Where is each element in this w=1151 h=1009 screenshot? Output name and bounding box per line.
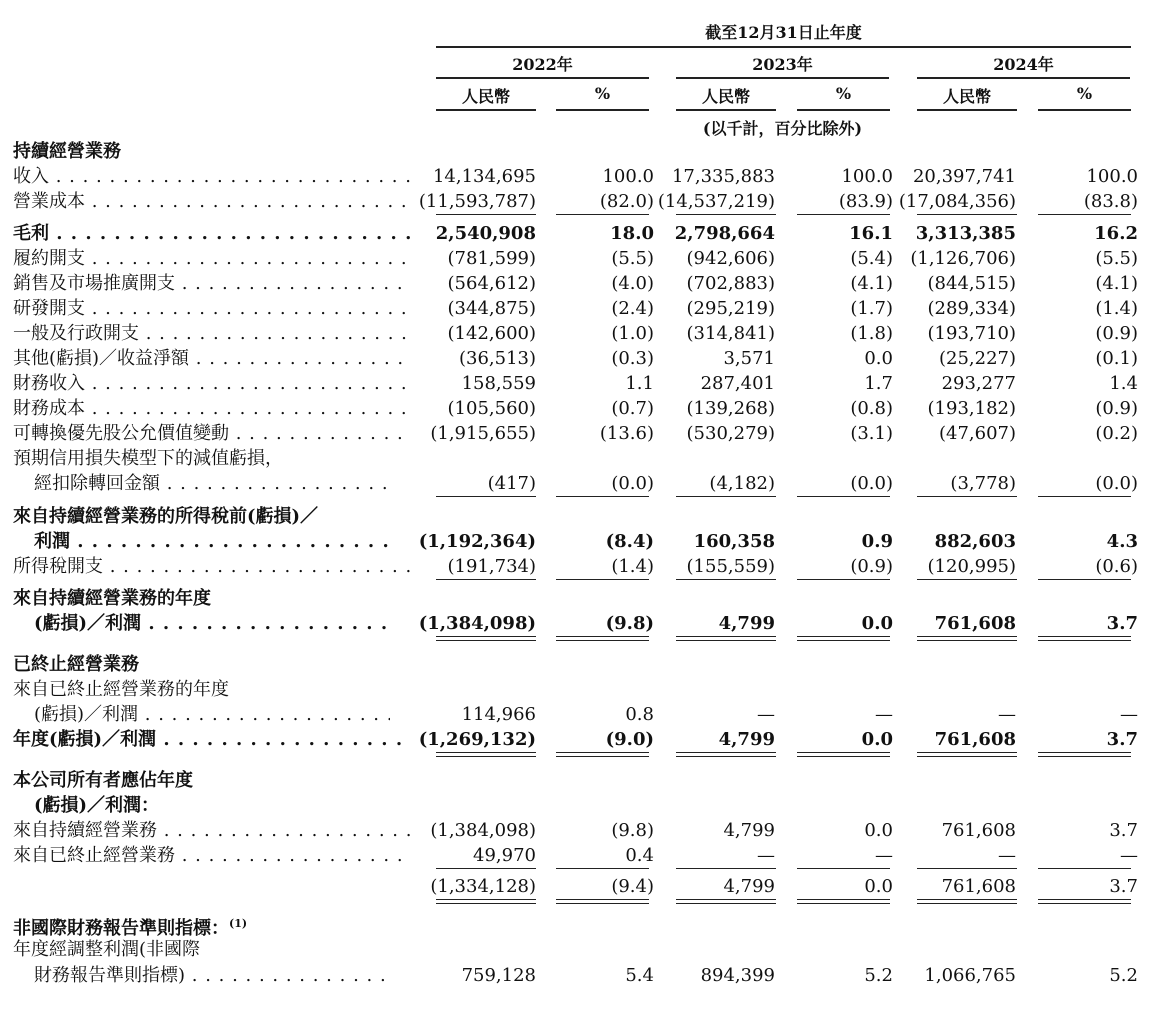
total-rule: [917, 903, 1017, 904]
col-rule: [797, 109, 890, 111]
cell-value: —: [875, 704, 893, 725]
cell-value: (1,126,706): [910, 248, 1016, 269]
cell-value: 49,970: [473, 845, 536, 866]
total-rule: [1038, 579, 1131, 580]
total-rule: [917, 496, 1017, 497]
cell-value: (0.2): [1095, 423, 1138, 444]
cell-value: (417): [487, 473, 536, 494]
total-rule: [917, 756, 1017, 757]
cell-value: (1,915,655): [430, 423, 536, 444]
cell-value: (9.0): [605, 729, 654, 750]
total-rule: [1038, 752, 1131, 753]
cell-value: 2,798,664: [674, 223, 775, 244]
row-label-text: 一般及行政開支: [13, 323, 139, 344]
total-rule: [917, 214, 1017, 215]
table-row: [0, 221, 1151, 246]
cell-value: (193,182): [927, 398, 1016, 419]
total-rule: [797, 903, 890, 904]
cell-value: —: [757, 845, 775, 866]
cell-value: 1.7: [864, 373, 893, 394]
row-label: [13, 504, 413, 529]
cell-value: (13.6): [599, 423, 654, 444]
total-rule: [917, 752, 1017, 753]
cell-value: (82.0): [599, 191, 654, 212]
table-row: [0, 652, 1151, 677]
cell-value: (3,778): [950, 473, 1016, 494]
cell-value: (2.4): [611, 298, 654, 319]
total-rule: [556, 496, 649, 497]
cell-value: (530,279): [686, 423, 775, 444]
total-rule: [1038, 756, 1131, 757]
col-rmb-2024: 人民幣: [942, 87, 991, 106]
total-rule: [1038, 868, 1131, 869]
table-row: [0, 911, 1151, 939]
cell-value: (120,995): [927, 556, 1016, 577]
cell-value: —: [1120, 845, 1138, 866]
row-label-text: 所得稅開支: [13, 556, 103, 577]
cell-value: 4,799: [723, 876, 775, 897]
row-label: [13, 446, 413, 471]
table-row: [0, 874, 1151, 899]
col-rule: [676, 109, 776, 111]
cell-value: (4.1): [850, 273, 893, 294]
cell-value: 759,128: [461, 965, 536, 986]
row-label-text: 可轉換優先股公允價值變動: [13, 423, 229, 444]
row-label: [34, 793, 413, 818]
col-pct-2024: %: [1076, 84, 1093, 103]
row-label: [13, 652, 413, 677]
cell-value: (0.9): [850, 556, 893, 577]
row-label-text: 收入: [13, 166, 49, 187]
total-rule: [556, 899, 649, 900]
year-2022: 2022年: [512, 55, 573, 74]
cell-value: 0.0: [861, 613, 893, 634]
total-rule: [436, 579, 536, 580]
row-label-text: 其他(虧損)／收益淨額: [13, 348, 190, 369]
cell-value: (0.9): [1095, 323, 1138, 344]
table-row: [0, 421, 1151, 446]
cell-value: (193,710): [927, 323, 1016, 344]
cell-value: 882,603: [934, 531, 1016, 552]
cell-value: —: [998, 704, 1016, 725]
row-label-text: 銷售及市場推廣開支: [13, 273, 175, 294]
cell-value: (9.8): [611, 820, 654, 841]
total-rule: [436, 899, 536, 900]
col-rule: [917, 109, 1017, 111]
row-label: [13, 586, 413, 611]
col-rmb-2022: 人民幣: [461, 87, 510, 106]
cell-value: (0.3): [611, 348, 654, 369]
total-rule: [436, 868, 536, 869]
cell-value: (1,192,364): [418, 531, 536, 552]
table-row: [0, 586, 1151, 611]
total-rule: [917, 579, 1017, 580]
cell-value: (25,227): [938, 348, 1016, 369]
total-rule: [676, 899, 776, 900]
col-rmb-2023: 人民幣: [701, 87, 750, 106]
cell-value: (1.4): [1095, 298, 1138, 319]
table-row: [0, 504, 1151, 529]
table-row: [0, 818, 1151, 843]
cell-value: (4,182): [709, 473, 775, 494]
cell-value: (1,384,098): [418, 613, 536, 634]
cell-value: —: [998, 845, 1016, 866]
cell-value: 4,799: [723, 820, 775, 841]
row-label-text: 來自已終止經營業務的年度: [13, 679, 229, 700]
cell-value: 0.9: [861, 531, 893, 552]
table-row: [0, 246, 1151, 271]
cell-value: (1.8): [850, 323, 893, 344]
table-row: [0, 271, 1151, 296]
cell-value: 3,313,385: [915, 223, 1016, 244]
row-label-text: 來自持續經營業務的年度: [13, 588, 211, 609]
cell-value: —: [1120, 704, 1138, 725]
cell-value: (142,600): [447, 323, 536, 344]
cell-value: 17,335,883: [671, 166, 775, 187]
table-row: [0, 139, 1151, 164]
cell-value: (781,599): [447, 248, 536, 269]
row-label: [13, 818, 411, 843]
cell-value: (9.8): [605, 613, 654, 634]
cell-value: (4.0): [611, 273, 654, 294]
row-label-text: (虧損)／利潤：: [34, 795, 160, 816]
row-label: [13, 189, 411, 214]
col-pct-2023: %: [835, 84, 852, 103]
cell-value: 761,608: [934, 729, 1016, 750]
cell-value: (0.0): [1095, 473, 1138, 494]
col-rule: [436, 109, 536, 111]
cell-value: 16.1: [849, 223, 893, 244]
cell-value: 16.2: [1094, 223, 1138, 244]
total-rule: [1038, 903, 1131, 904]
table-row: [0, 702, 1151, 727]
cell-value: (17,084,356): [898, 191, 1016, 212]
row-label-text: 來自持續經營業務的所得稅前(虧損)／: [13, 506, 319, 527]
row-label: [13, 321, 411, 346]
total-rule: [676, 640, 776, 641]
cell-value: (344,875): [447, 298, 536, 319]
cell-value: (14,537,219): [657, 191, 775, 212]
table-row: [0, 768, 1151, 793]
year-rule-2023: [676, 77, 889, 79]
row-label: [13, 164, 411, 189]
row-label-text: 研發開支: [13, 298, 85, 319]
year-2023: 2023年: [752, 55, 813, 74]
table-row: [0, 529, 1151, 554]
row-label: [34, 471, 390, 496]
cell-value: —: [757, 704, 775, 725]
cell-value: 20,397,741: [912, 166, 1016, 187]
table-row: [0, 843, 1151, 868]
table-row: [0, 164, 1151, 189]
total-rule: [436, 752, 536, 753]
cell-value: (942,606): [686, 248, 775, 269]
cell-value: (83.8): [1083, 191, 1138, 212]
row-label: [34, 529, 390, 554]
total-rule: [917, 868, 1017, 869]
cell-value: 5.4: [625, 965, 654, 986]
cell-value: (47,607): [938, 423, 1016, 444]
row-label-text: 本公司所有者應佔年度: [13, 770, 193, 791]
total-rule: [797, 214, 890, 215]
total-rule: [676, 752, 776, 753]
cell-value: 5.2: [864, 965, 893, 986]
total-rule: [1038, 640, 1131, 641]
cell-value: 4,799: [718, 613, 775, 634]
table-row: [0, 371, 1151, 396]
cell-value: 287,401: [700, 373, 775, 394]
row-label-text: 財務報告準則指標): [34, 965, 186, 986]
cell-value: (4.1): [1095, 273, 1138, 294]
cell-value: 100.0: [1086, 166, 1138, 187]
table-row: [0, 296, 1151, 321]
cell-value: 14,134,695: [432, 166, 536, 187]
row-label: [13, 139, 413, 164]
row-label-text: (虧損)／利潤: [34, 613, 142, 634]
row-label: [13, 396, 411, 421]
cell-value: —: [875, 845, 893, 866]
cell-value: (0.6): [1095, 556, 1138, 577]
col-rule: [1038, 109, 1131, 111]
cell-value: 4,799: [718, 729, 775, 750]
cell-value: (155,559): [686, 556, 775, 577]
cell-value: (0.0): [611, 473, 654, 494]
cell-value: (1,269,132): [418, 729, 536, 750]
cell-value: 3.7: [1106, 613, 1138, 634]
cell-value: (5.4): [850, 248, 893, 269]
cell-value: (11,593,787): [418, 191, 536, 212]
cell-value: (5.5): [1095, 248, 1138, 269]
cell-value: (289,334): [927, 298, 1016, 319]
cell-value: (0.7): [611, 398, 654, 419]
row-label: [13, 421, 411, 446]
row-label-text: 來自已終止經營業務: [13, 845, 175, 866]
table-row: [0, 937, 1151, 962]
cell-value: (8.4): [605, 531, 654, 552]
total-rule: [556, 214, 649, 215]
cell-value: (702,883): [686, 273, 775, 294]
cell-value: 0.0: [861, 729, 893, 750]
table-row: [0, 396, 1151, 421]
total-rule: [556, 640, 649, 641]
units-note: (以千計，百分比除外): [702, 119, 863, 138]
total-rule: [797, 636, 890, 637]
total-rule: [436, 214, 536, 215]
row-label: [13, 843, 411, 868]
cell-value: 4.3: [1106, 531, 1138, 552]
row-label-text: 經扣除轉回金額: [34, 473, 160, 494]
total-rule: [676, 636, 776, 637]
cell-value: 5.2: [1109, 965, 1138, 986]
row-label: [34, 611, 390, 636]
total-rule: [1038, 214, 1131, 215]
total-rule: [676, 868, 776, 869]
table-row: [0, 321, 1151, 346]
total-rule: [676, 579, 776, 580]
cell-value: 3.7: [1109, 820, 1138, 841]
cell-value: 761,608: [941, 820, 1016, 841]
header-rule: [436, 46, 1131, 48]
total-rule: [436, 903, 536, 904]
row-label: [13, 554, 411, 579]
total-rule: [556, 868, 649, 869]
cell-value: (844,515): [927, 273, 1016, 294]
row-label: [34, 702, 390, 727]
row-label-text: 預期信用損失模型下的減值虧損，: [13, 448, 283, 469]
cell-value: (1.4): [611, 556, 654, 577]
cell-value: 100.0: [602, 166, 654, 187]
year-rule-2024: [917, 77, 1130, 79]
total-rule: [676, 214, 776, 215]
table-row: [0, 793, 1151, 818]
table-row: [0, 677, 1151, 702]
total-rule: [436, 636, 536, 637]
cell-value: (139,268): [686, 398, 775, 419]
cell-value: (295,219): [686, 298, 775, 319]
table-row: [0, 346, 1151, 371]
row-label-text: 財務收入: [13, 373, 85, 394]
total-rule: [917, 899, 1017, 900]
cell-value: (36,513): [458, 348, 536, 369]
cell-value: 0.0: [864, 820, 893, 841]
row-label-text: 履約開支: [13, 248, 85, 269]
row-label: [13, 937, 413, 962]
row-label-text: (虧損)／利潤: [34, 704, 139, 725]
table-row: [0, 471, 1151, 496]
cell-value: (191,734): [447, 556, 536, 577]
cell-value: 3.7: [1106, 729, 1138, 750]
row-label-text: 營業成本: [13, 191, 85, 212]
cell-value: 2,540,908: [435, 223, 536, 244]
cell-value: 1.1: [625, 373, 654, 394]
cell-value: 761,608: [941, 876, 1016, 897]
total-rule: [556, 752, 649, 753]
total-rule: [797, 752, 890, 753]
cell-value: (105,560): [447, 398, 536, 419]
cell-value: (5.5): [611, 248, 654, 269]
total-rule: [1038, 496, 1131, 497]
total-rule: [556, 579, 649, 580]
total-rule: [556, 636, 649, 637]
total-rule: [1038, 636, 1131, 637]
cell-value: 761,608: [934, 613, 1016, 634]
cell-value: (1,334,128): [430, 876, 536, 897]
row-label-text: 年度(虧損)／利潤: [13, 729, 157, 750]
cell-value: 114,966: [461, 704, 536, 725]
total-rule: [676, 903, 776, 904]
row-label: [13, 271, 411, 296]
year-2024: 2024年: [993, 55, 1054, 74]
row-label-text: 已終止經營業務: [13, 654, 139, 675]
table-row: [0, 611, 1151, 636]
year-rule-2022: [436, 77, 649, 79]
cell-value: 0.0: [864, 348, 893, 369]
cell-value: 3.7: [1109, 876, 1138, 897]
cell-value: (314,841): [686, 323, 775, 344]
row-label: [13, 727, 411, 752]
total-rule: [436, 756, 536, 757]
cell-value: (9.4): [611, 876, 654, 897]
total-rule: [676, 756, 776, 757]
total-rule: [556, 756, 649, 757]
total-rule: [917, 636, 1017, 637]
cell-value: (0.8): [850, 398, 893, 419]
row-label: [13, 371, 411, 396]
row-label-text: 年度經調整利潤(非國際: [13, 939, 201, 960]
table-row: [0, 963, 1151, 988]
cell-value: 0.0: [864, 876, 893, 897]
row-label: [13, 677, 413, 702]
row-label-text: 來自持續經營業務: [13, 820, 157, 841]
row-label: [13, 346, 411, 371]
row-label-text: 利潤: [34, 531, 70, 552]
total-rule: [797, 756, 890, 757]
col-rule: [556, 109, 649, 111]
cell-value: (1.0): [611, 323, 654, 344]
total-rule: [436, 496, 536, 497]
total-rule: [556, 903, 649, 904]
cell-value: 3,571: [723, 348, 775, 369]
total-rule: [797, 579, 890, 580]
table-row: [0, 446, 1151, 471]
cell-value: 18.0: [610, 223, 654, 244]
cell-value: 1.4: [1109, 373, 1138, 394]
cell-value: 0.4: [625, 845, 654, 866]
row-label: [34, 963, 390, 988]
row-label: [13, 768, 413, 793]
col-pct-2022: %: [594, 84, 611, 103]
cell-value: 1,066,765: [924, 965, 1016, 986]
cell-value: 894,399: [700, 965, 775, 986]
row-label-text: 毛利: [13, 223, 49, 244]
total-rule: [797, 899, 890, 900]
row-label: [13, 296, 411, 321]
cell-value: (0.9): [1095, 398, 1138, 419]
row-label: [13, 221, 411, 246]
total-rule: [436, 640, 536, 641]
row-label: [13, 246, 411, 271]
cell-value: 100.0: [841, 166, 893, 187]
row-label-text: 非國際財務報告準則指標：: [13, 918, 229, 939]
cell-value: (0.0): [850, 473, 893, 494]
table-row: [0, 554, 1151, 579]
total-rule: [797, 640, 890, 641]
footnote-ref: (1): [229, 917, 248, 930]
cell-value: 160,358: [693, 531, 775, 552]
row-label-text: 持續經營業務: [13, 141, 121, 162]
cell-value: (1.7): [850, 298, 893, 319]
cell-value: 0.8: [625, 704, 654, 725]
cell-value: (0.1): [1095, 348, 1138, 369]
cell-value: (564,612): [447, 273, 536, 294]
cell-value: 293,277: [941, 373, 1016, 394]
row-label-text: 財務成本: [13, 398, 85, 419]
cell-value: (83.9): [838, 191, 893, 212]
cell-value: 158,559: [461, 373, 536, 394]
total-rule: [676, 496, 776, 497]
total-rule: [1038, 899, 1131, 900]
cell-value: (1,384,098): [430, 820, 536, 841]
total-rule: [917, 640, 1017, 641]
table-row: [0, 727, 1151, 752]
cell-value: (3.1): [850, 423, 893, 444]
total-rule: [797, 496, 890, 497]
total-rule: [797, 868, 890, 869]
table-row: [0, 189, 1151, 214]
period-title: 截至12月31日止年度: [705, 23, 862, 42]
